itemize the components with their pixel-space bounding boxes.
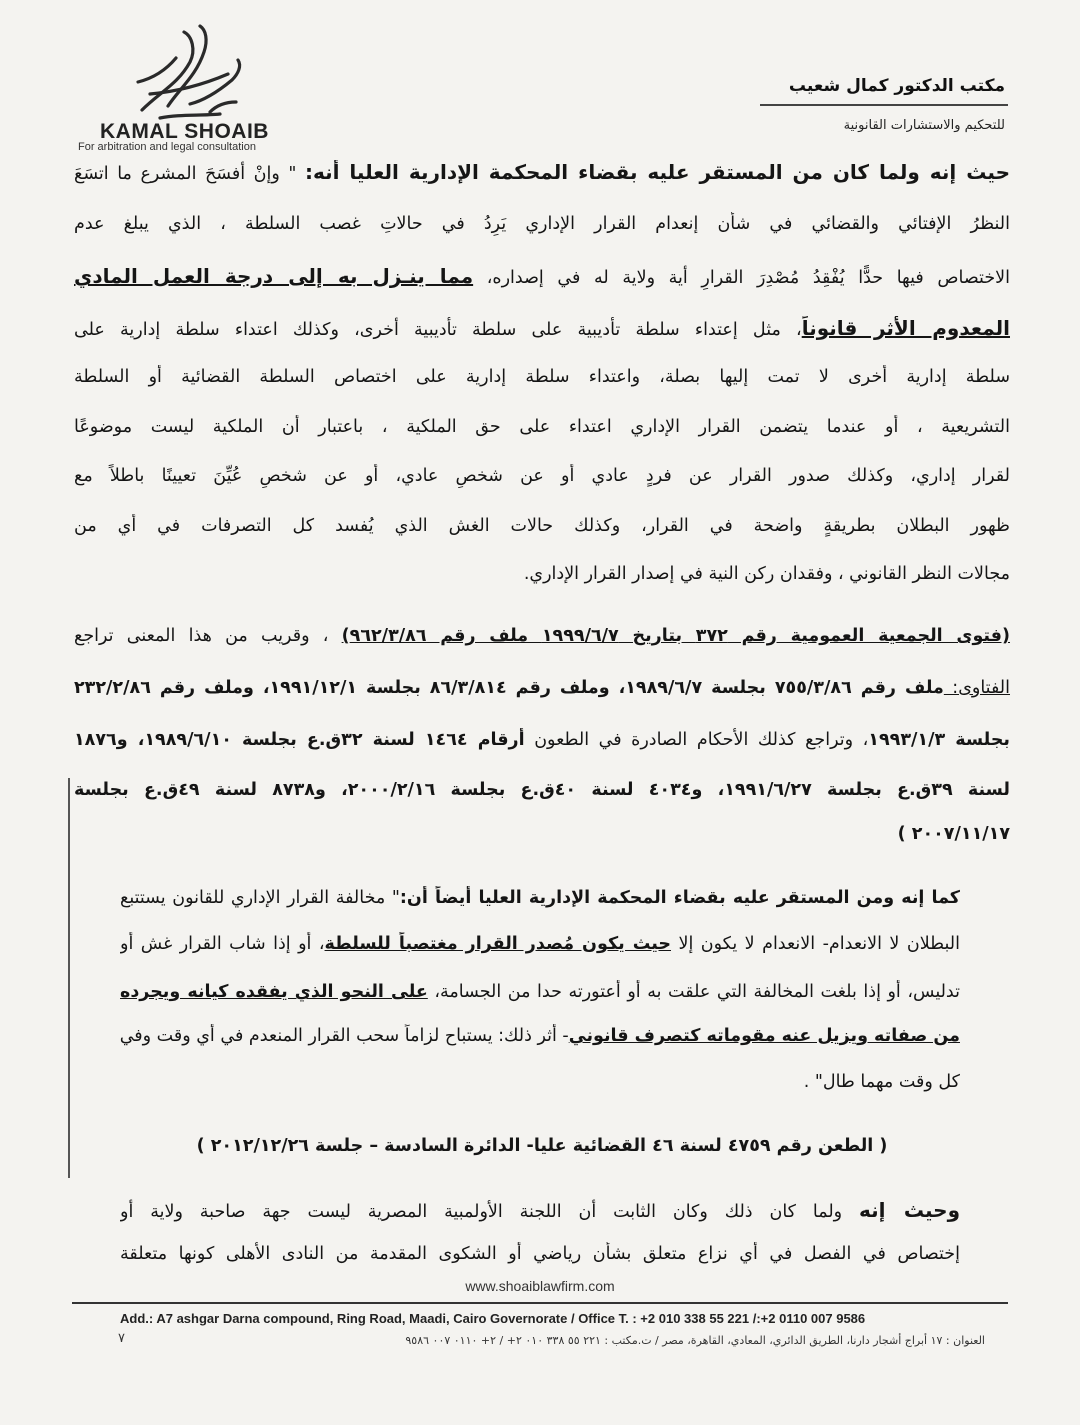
calligraphy-logo-icon	[120, 22, 250, 122]
office-subtitle: للتحكيم والاستشارات القانونية	[843, 118, 1005, 133]
reference-line: (فتوى الجمعية العمومية رقم ٣٧٢ بتاريخ ١٩٩٩/٦/٧ ملف رقم ٩٦٢/٣/٨٦) ، وقريب من هذا المعنى تراجع	[74, 626, 1010, 646]
reference-line: بجلسة ١٩٩٣/١/٣، وتراجع كذلك الأحكام الصادرة في الطعون أرقام ١٤٦٤ لسنة ٣٢ق.ع بجلسة ١٩٨٩/٦/١٠، و١٨٧٦	[74, 730, 1010, 750]
paragraph-line: الاختصاص فيها حدًّا يُفْقِدُ مُصْدِرَ القرارِ أية ولاية له في إصداره، مما ينـزل به إلى درجة العمل المادي	[74, 264, 1010, 288]
paragraph-line: ظهور البطلان بطريقةٍ واضحة في القرار، وكذلك حالات الغش الذي يُفسد كل التصرفات في أي من	[74, 516, 1010, 536]
paragraph-line: إختصاص في الفصل في أي نزاع متعلق بشأن رياضي أو الشكوى المقدمة من النادى الأهلى كونها متعلقة	[120, 1244, 960, 1264]
margin-line	[68, 778, 70, 1178]
paragraph-line: لقرار إداري، وكذلك صدور القرار عن فردٍ عادي أو عن شخصٍ عادي، أو عن شخصٍ عُيِّنَ تعيينًا باطلاً مع	[74, 466, 1010, 486]
logo-brand: KAMAL SHOAIB	[100, 120, 269, 143]
logo-tagline: For arbitration and legal consultation	[78, 141, 256, 153]
address-arabic: العنوان : ١٧ أبراج أشجار دارنا، الطريق الدائري، المعادي، القاهرة، مصر / ت.مكتب : ٢٢١ ٥٥ ٣٣٨ ٠١٠ ٢+ / ٢+ ٠١١٠ ٠٠٧ ٩٥٨٦	[405, 1334, 985, 1347]
address-english: Add.: A7 ashgar Darna compound, Ring Road, Maadi, Cairo Governorate / Office T. : +2 010 338 55 221 /:+2 0110 007 9586	[120, 1311, 866, 1326]
reference-line: لسنة ٣٩ق.ع بجلسة ١٩٩١/٦/٢٧، و٤٠٣٤ لسنة ٤٠ق.ع بجلسة ٢٠٠٠/٢/١٦، و٨٧٣٨ لسنة ٤٩ق.ع بجلسة	[74, 780, 1010, 800]
office-name: مكتب الدكتور كمال شعيب	[788, 76, 1005, 96]
page-number: ٧	[118, 1330, 125, 1345]
paragraph-line: تدليس، أو إذا بلغت المخالفة التي علقت به أو أعتورته حدا من الجسامة، على النحو الذي يفقده كيانه ويجرده	[120, 982, 960, 1002]
reference-line: ٢٠٠٧/١١/١٧ )	[897, 824, 1010, 844]
paragraph-line: وحيث إنه ولما كان ذلك وكان الثابت أن اللجنة الأولمبية المصرية ليست جهة صاحبة ولاية أو	[120, 1198, 960, 1222]
paragraph-line: مجالات النظر القانوني ، وفقدان ركن النية في إصدار القرار الإداري.	[523, 564, 1010, 584]
paragraph-line: التشريعية ، أو عندما يتضمن القرار الإداري اعتداء على حق الملكية ، باعتبار أن الملكية ليست موضوعًا	[74, 417, 1010, 437]
reference-line: ( الطعن رقم ٤٧٥٩ لسنة ٤٦ القضائية عليا- الدائرة السادسة – جلسة ٢٠١٢/١٢/٢٦ )	[196, 1136, 888, 1156]
paragraph-line: النظرُ الإفتائي والقضائي في شأن إنعدام القرار الإداري يَرِدُ في حالاتِ غصب السلطة ، الذي يبلغ عدم	[74, 214, 1010, 234]
paragraph-line: من صفاته ويزيل عنه مقوماته كتصرف قانوني- أثر ذلك: يستباح لزاماً سحب القرار المنعدم في أي وقت وفي	[120, 1026, 960, 1046]
reference-line: الفتاوى: ملف رقم ٧٥٥/٣/٨٦ بجلسة ١٩٨٩/٦/٧، وملف رقم ٨٦/٣/٨١٤ بجلسة ١٩٩١/١٢/١، وملف رقم ٢٣٢/٢/٨٦	[74, 678, 1010, 698]
footer-divider	[72, 1302, 1008, 1304]
paragraph-line: سلطة إدارية أخرى لا تمت إليها بصلة، واعتداء سلطة إدارية على اختصاص السلطة القضائية أو السلطة	[74, 367, 1010, 387]
paragraph-line: حيث إنه ولما كان من المستقر عليه بقضاء المحكمة الإدارية العليا أنه: " وإنْ أفسَحَ المشرع ما اتسَعَ	[74, 160, 1010, 184]
paragraph-line: البطلان لا الانعدام- الانعدام لا يكون إلا حيث يكون مُصدر القرار مغتصباً للسلطة، أو إذا شاب القرار غش أو	[120, 934, 960, 954]
header-divider	[760, 104, 1008, 106]
paragraph-line: كل وقت مهما طال" .	[803, 1072, 960, 1092]
website-link[interactable]: www.shoaiblawfirm.com	[465, 1278, 615, 1294]
paragraph-line: كما إنه ومن المستقر عليه بقضاء المحكمة الإدارية العليا أيضاً أن:" مخالفة القرار الإداري للقانون يستتبع	[120, 888, 960, 908]
paragraph-line: المعدوم الأثر قانوناً، مثل إعتداء سلطة تأديبية على سلطة تأديبية أخرى، وكذلك اعتداء سلطة إدارية على	[74, 316, 1010, 340]
